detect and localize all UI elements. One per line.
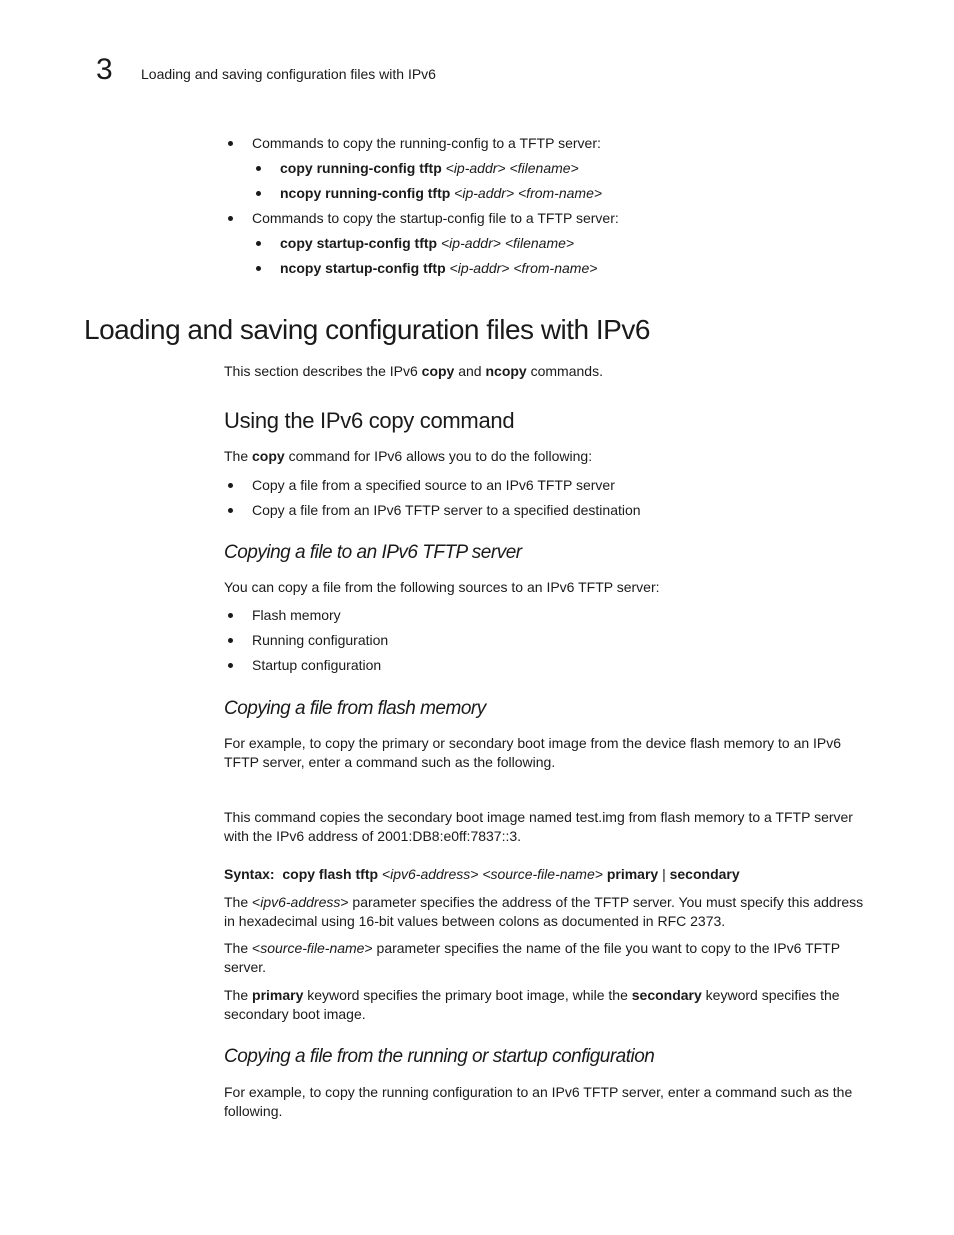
text: The < (224, 940, 261, 956)
section-intro (224, 362, 874, 381)
bullet-dot (228, 141, 233, 146)
command-keyword: copy startup-config tftp (280, 235, 438, 251)
flash-paragraph-5 (224, 986, 874, 1024)
copy-keyword: copy (421, 363, 455, 379)
list-item: Copy a file from a specified source to an IPv6 TFTP server (252, 477, 615, 493)
text: The (224, 987, 253, 1003)
list-item: Commands to copy the startup-config file to a TFTP server: (252, 210, 619, 226)
list-item: Copy a file from an IPv6 TFTP server to a specified destination (252, 502, 641, 518)
flash-paragraph-2: This command copies the secondary boot image named test.img from flash memory to a TFTP server with the IPv6 address of 2001:DB8:e0ff:7837::3. (224, 809, 853, 844)
list-item (280, 234, 574, 253)
bullet-dot (228, 508, 233, 513)
chapter-title: Loading and saving configuration files with IPv6 (141, 66, 436, 82)
text: and (454, 363, 486, 379)
text: This section describes the IPv6 (224, 363, 422, 379)
bullet-dot (256, 191, 261, 196)
list-item (280, 259, 597, 278)
text: commands. (526, 363, 603, 379)
subsection-intro (224, 447, 874, 466)
copy-keyword: copy (252, 448, 285, 464)
syntax-label: Syntax: (224, 866, 275, 882)
flash-paragraph-1: For example, to copy the primary or secondary boot image from the device flash memory to an IPv6 TFTP server, enter a command such as the following. (224, 735, 842, 770)
command-keyword: ncopy running-config tftp (280, 185, 451, 201)
running-config-paragraph: For example, to copy the running configuration to an IPv6 TFTP server, enter a command such as the following. (224, 1084, 853, 1119)
section-title: Loading and saving configuration files with IPv6 (84, 314, 650, 345)
bullet-dot (256, 166, 261, 171)
list-item (280, 184, 602, 203)
bullet-dot (228, 638, 233, 643)
list-item (280, 159, 579, 178)
subsection-title: Using the IPv6 copy command (224, 408, 515, 433)
text: > parameter specifies the name of the file you want to copy to the IPv6 TFTP server. (224, 940, 840, 975)
text: command for IPv6 allows you to do the following: (284, 448, 593, 464)
param-name: source-file-name (260, 940, 365, 956)
primary-keyword: primary (252, 987, 304, 1003)
text: The (224, 448, 253, 464)
list-item: Flash memory (252, 607, 341, 623)
secondary-keyword: secondary (631, 987, 702, 1003)
bullet-dot (228, 216, 233, 221)
text: > parameter specifies the address of the TFTP server. You must specify this address in hexadecimal using 16-bit values between colons as documented in RFC 2373. (224, 894, 864, 929)
syntax-args: <ipv6-address> <source-file-name> (378, 866, 607, 882)
text: keyword specifies the secondary boot image. (224, 987, 840, 1022)
bullet-dot (228, 613, 233, 618)
flash-paragraph-3 (224, 893, 874, 931)
copy-to-tftp-intro: You can copy a file from the following sources to an IPv6 TFTP server: (224, 579, 660, 595)
list-item: Startup configuration (252, 657, 382, 673)
command-keyword: copy running-config tftp (280, 160, 442, 176)
syntax-line (224, 865, 874, 884)
command-args: <ip-addr> <filename> (437, 235, 575, 251)
flash-paragraph-4 (224, 939, 874, 977)
chapter-number: 3 (96, 53, 113, 86)
list-item: Running configuration (252, 632, 389, 648)
command-keyword: ncopy startup-config tftp (280, 260, 446, 276)
command-args: <ip-addr> <filename> (441, 160, 579, 176)
flash-memory-title: Copying a file from flash memory (224, 698, 486, 719)
list-item: Commands to copy the running-config to a TFTP server: (252, 135, 601, 151)
syntax-command: copy flash tftp (282, 866, 379, 882)
text: The < (224, 894, 261, 910)
bullet-dot (228, 663, 233, 668)
running-config-title: Copying a file from the running or startup configuration (224, 1046, 655, 1067)
command-args: <ip-addr> <from-name> (450, 185, 603, 201)
ncopy-keyword: ncopy (485, 363, 527, 379)
copy-to-tftp-title: Copying a file to an IPv6 TFTP server (224, 542, 522, 563)
command-args: <ip-addr> <from-name> (445, 260, 598, 276)
syntax-secondary: secondary (669, 866, 740, 882)
syntax-pipe: | (658, 866, 670, 882)
bullet-dot (228, 483, 233, 488)
bullet-dot (256, 241, 261, 246)
param-name: ipv6-address (260, 894, 341, 910)
text: keyword specifies the primary boot image, while the (303, 987, 632, 1003)
bullet-dot (256, 266, 261, 271)
syntax-primary: primary (606, 866, 659, 882)
